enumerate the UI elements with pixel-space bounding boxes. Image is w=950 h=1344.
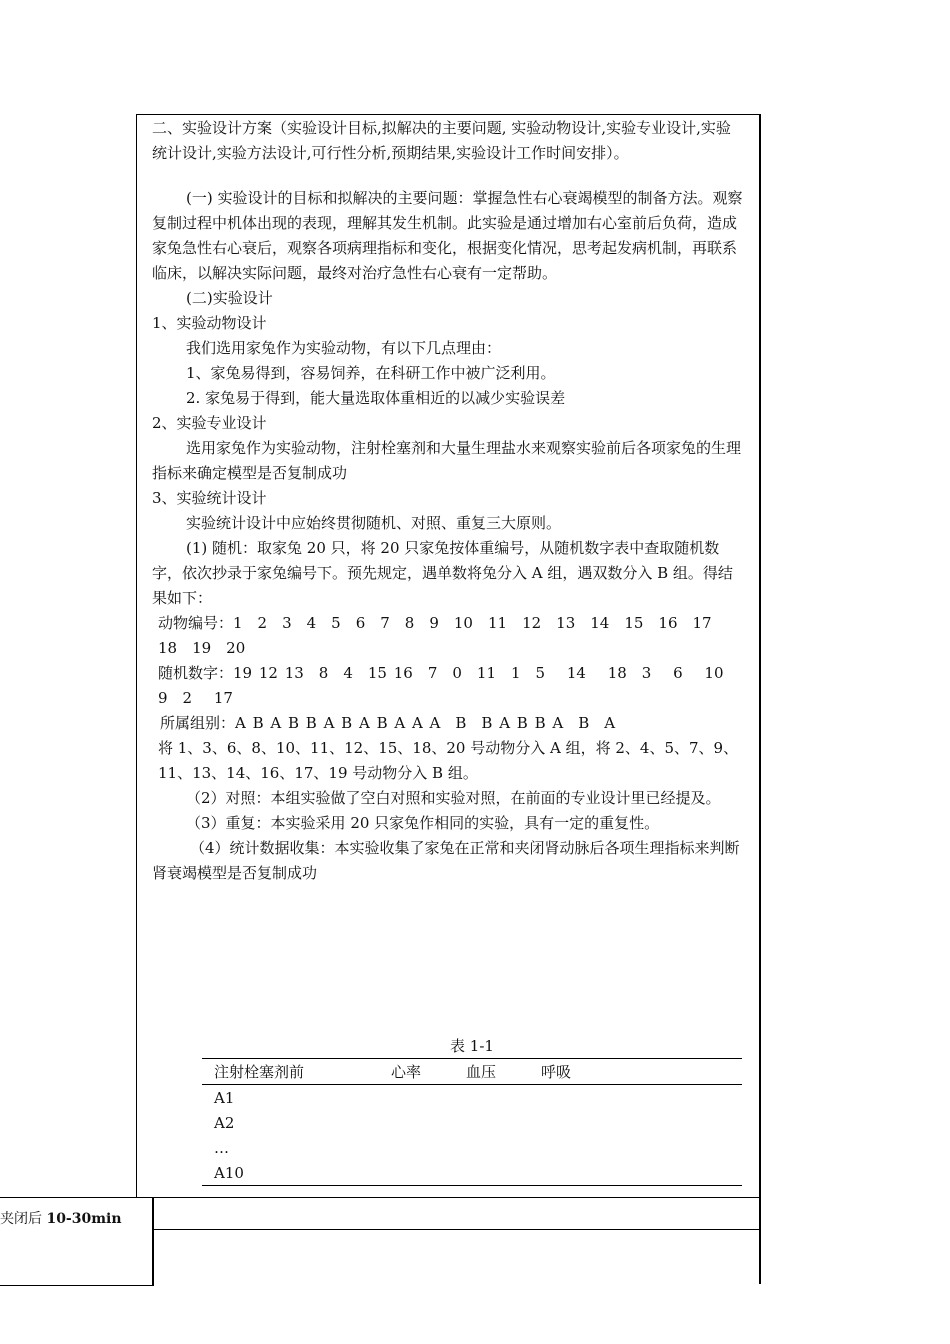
statistics-design-heading: 3、实验统计设计 [152, 489, 267, 507]
statistics-data-collection: （4）统计数据收集：本实验收集了家兔在正常和夹闭肾动脉后各项生理指标来判断肾衰竭模型是否复制成功 [152, 839, 740, 882]
group-assignment-text: 将 1、3、6、8、10、11、12、15、18、20 号动物分入 A 组，将 2、4、5、7、9、11、13、14、16、17、19 号动物分入 B 组。 [158, 739, 739, 782]
goal-paragraph: (一) 实验设计的目标和拟解决的主要问题：掌握急性右心衰竭模型的制备方法。观察复制过程中机体出现的表现，理解其发生机制。此实验是通过增加右心室前后负荷，造成家兔急性右心衰后，观察各项病理指标和变化，根据变化情况，思考起发病机制，再联系临床，以解决实际问题，最终对治疗急性右心衰有一定帮助。 [152, 189, 743, 282]
professional-design-text: 选用家兔作为实验动物，注射栓塞剂和大量生理盐水来观察实验前后各项家兔的生理指标来确定模型是否复制成功 [152, 439, 742, 482]
table-header-cell: 心率 [379, 1059, 454, 1085]
frame-divider-horizontal [0, 1197, 761, 1198]
table-cell: … [214, 1138, 229, 1157]
table-header-row [202, 1059, 742, 1085]
statistics-repeat: （3）重复：本实验采用 20 只家兔作相同的实验，具有一定的重复性。 [186, 814, 660, 832]
table-cell: A10 [202, 1160, 379, 1186]
side-cell-label [0, 1208, 122, 1230]
frame-top-border [136, 114, 761, 115]
statistics-intro: 实验统计设计中应始终贯彻随机、对照、重复三大原则。 [186, 514, 562, 532]
table-header-cell: 呼吸 [529, 1059, 742, 1085]
animal-reason-2: 2. 家兔易于得到，能大量选取体重相近的以减少实验误差 [186, 389, 566, 407]
design-heading: (二)实验设计 [186, 289, 273, 307]
group-assignment-row: 所属组别：A B A B B A B A B A A A B B A B B A B A [160, 714, 616, 732]
statistics-random: (1) 随机：取家兔 20 只，将 20 只家兔按体重编号，从随机数字表中查取随机数字，依次抄录于家兔编号下。预先规定，遇单数将兔分入 A 组，遇双数分入 B 组。得结果如下： [152, 539, 733, 607]
document-body [152, 116, 744, 886]
table-row [202, 1085, 742, 1111]
table-cell: A2 [214, 1113, 235, 1132]
frame-inner-horizontal [153, 1229, 761, 1230]
statistics-control: （2）对照：本组实验做了空白对照和实验对照，在前面的专业设计里已经提及。 [186, 789, 721, 807]
section-heading: 二、实验设计方案（实验设计目标,拟解决的主要问题, 实验动物设计,实验专业设计,实验统计设计,实验方法设计,可行性分析,预期结果,实验设计工作时间安排）。 [152, 119, 731, 162]
frame-right-border [759, 114, 761, 1284]
frame-left-border [136, 114, 137, 1198]
animal-reason-1: 1、家兔易得到，容易饲养，在科研工作中被广泛利用。 [186, 364, 556, 382]
random-numbers-row: 随机数字：19 12 13 8 4 15 16 7 0 11 1 5 14 18 3 6 10 9 2 17 [158, 664, 739, 707]
table-header-cell: 血压 [454, 1059, 529, 1085]
data-table [202, 1058, 742, 1186]
animal-design-heading: 1、实验动物设计 [152, 314, 267, 332]
animal-numbers-row: 动物编号：1 2 3 4 5 6 7 8 9 10 11 12 13 14 15 16 17 18 19 20 [158, 614, 727, 657]
table-caption: 表 1-1 [450, 1037, 494, 1055]
table-header-cell: 注射栓塞剂前 [202, 1059, 379, 1085]
table-row [202, 1160, 742, 1186]
professional-design-heading: 2、实验专业设计 [152, 414, 267, 432]
animal-intro: 我们选用家兔作为实验动物，有以下几点理由： [186, 339, 502, 357]
side-cell-bottom-border [0, 1285, 154, 1286]
side-cell-right-border [152, 1197, 154, 1286]
table-row [202, 1110, 742, 1135]
side-label-prefix: 夹闭后 [0, 1211, 47, 1227]
table-row [202, 1135, 742, 1160]
side-label-duration: 10-30min [46, 1211, 122, 1227]
table-cell: A1 [214, 1088, 235, 1107]
